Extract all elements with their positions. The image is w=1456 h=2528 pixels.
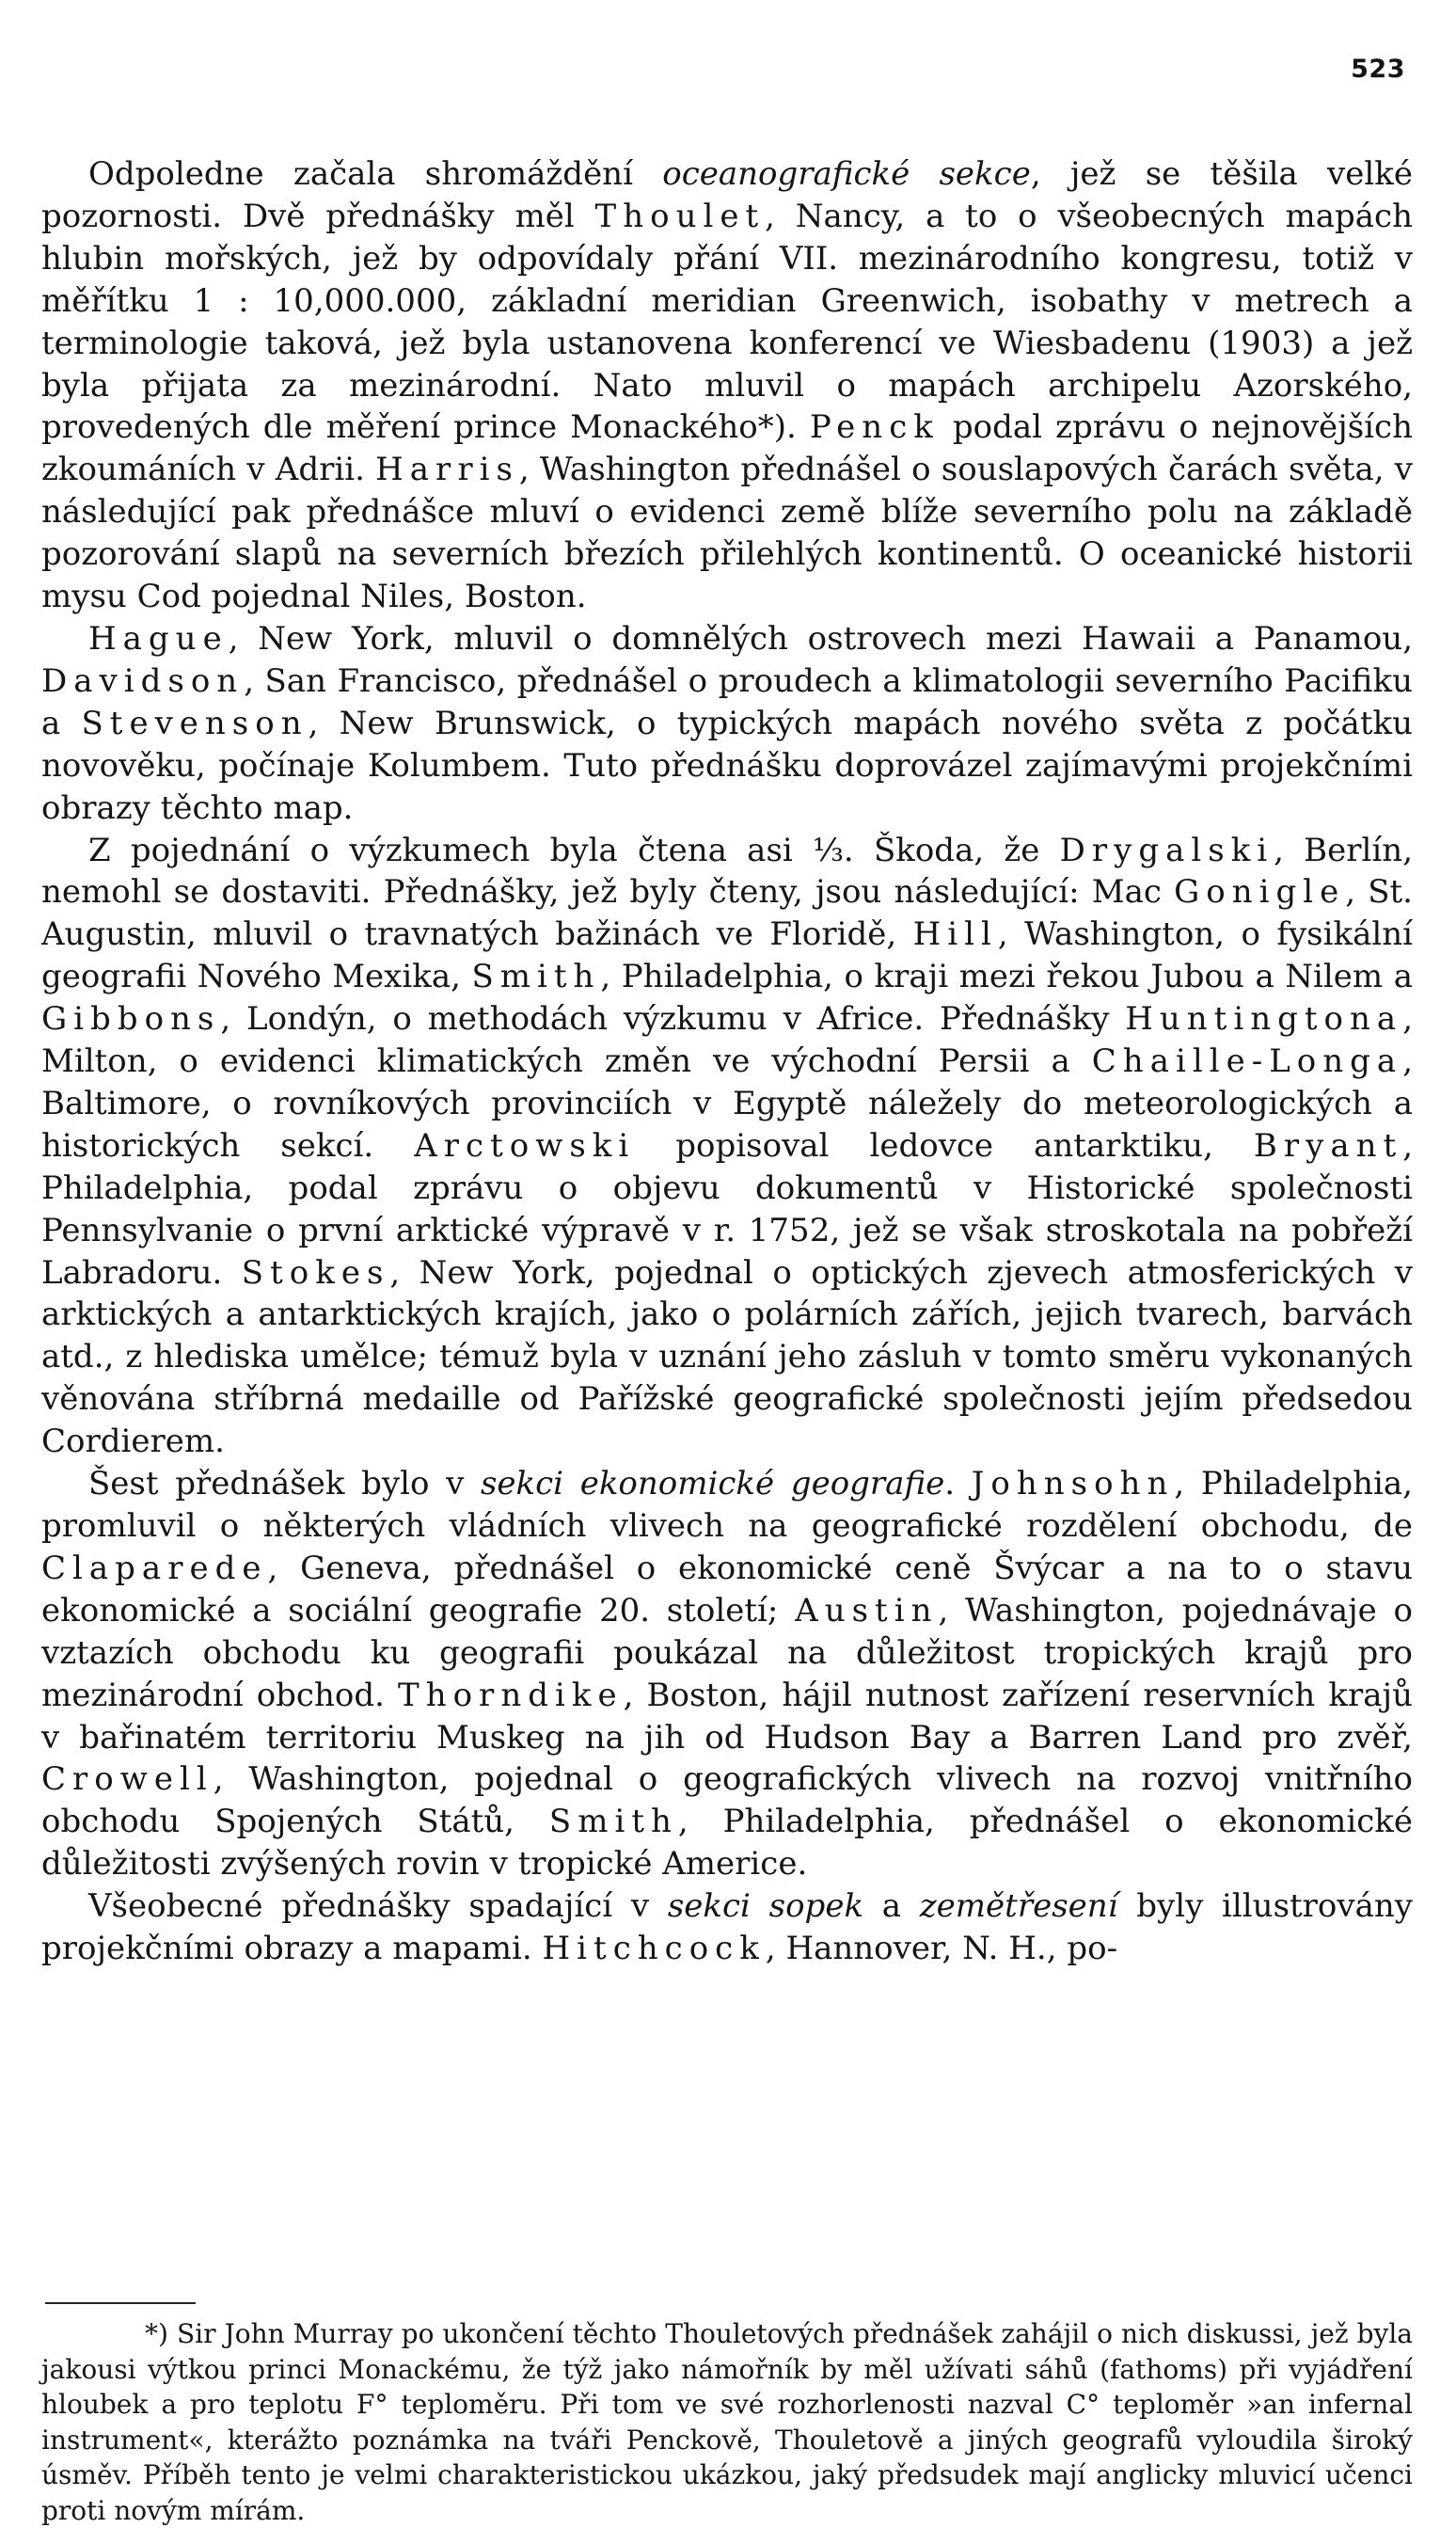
footnote-divider [45, 2302, 196, 2304]
spaced-name: Gibbons [41, 1000, 221, 1039]
text-run: , Washington, o fysikální geografii Nového Mexika, [41, 915, 1413, 996]
text-run: , Berlín, nemohl se dostaviti. Přednášky, jež byly čteny, jsou následující: Mac [41, 831, 1413, 912]
text-run: , Philadelphia, přednášel o ekonomické důležitosti zvýšených rovin v tropické Americe. [41, 1803, 1413, 1884]
paragraph [41, 1463, 1413, 1885]
paragraph [41, 1885, 1413, 1970]
italic-term: oceanografické sekce [662, 155, 1031, 193]
text-run: . [944, 1465, 972, 1503]
text-run: popisoval ledovce antarktiku, [635, 1126, 1254, 1165]
spaced-name: Davidson [41, 661, 245, 700]
text-run: a [863, 1887, 920, 1926]
text-run: Všeobecné přednášky spadající v [88, 1887, 668, 1926]
spaced-name: Johnsohn [971, 1465, 1175, 1503]
spaced-name: Huntingtona [1125, 1000, 1403, 1039]
spaced-name: Bryant [1253, 1126, 1403, 1165]
italic-term: sekci sopek [667, 1887, 864, 1926]
text-run: byly illustrovány projekčními obrazy a mapami. [41, 1887, 1413, 1968]
text-run: , New York, mluvil o domnělých ostrovech mezi Hawaii a Panamou, [228, 619, 1413, 658]
text-run: , Londýn, o methodách výzkumu v Africe. Přednášky [220, 1000, 1126, 1039]
text-run: , Geneva, přednášel o ekonomické ceně Švýcar a na to o stavu ekonomické a sociální geografie 20. století; [41, 1549, 1413, 1630]
spaced-name: Crowell [41, 1760, 214, 1799]
text-run: , Philadelphia, promluvil o některých vládních vlivech na geografické rozdělení obchodu, de [41, 1465, 1413, 1545]
footnote-paragraph [41, 2316, 1413, 2528]
text-run: , jež se těšila velké pozornosti. Dvě přednášky měl [41, 155, 1413, 235]
text-run: , Milton, o evidenci klimatických změn ve východní Persii a [41, 1000, 1413, 1081]
spaced-name: Claparede [41, 1549, 268, 1587]
text-run: Odpoledne začala shromáždění [88, 155, 663, 193]
page-number: 523 [1351, 55, 1405, 84]
spaced-name: Stokes [241, 1253, 390, 1292]
text-run: , Philadelphia, podal zprávu o objevu dokumentů v Historické společnosti Pennsylvanie o první arktické výpravě v r. 1752, jež se však stroskotala na pobřeží Labradoru. [41, 1126, 1413, 1292]
spaced-name: Hague [88, 619, 229, 658]
text-run: , Philadelphia, o kraji mezi řekou Jubou a Nilem a [600, 958, 1413, 996]
spaced-name: Thoulet [594, 197, 766, 235]
spaced-name: Penck [809, 408, 940, 447]
text-run: Šest přednášek bylo v [88, 1465, 481, 1503]
spaced-name: Stevenson [81, 704, 309, 742]
text-run: , St. Augustin, mluvil o travnatých bažinách ve Floridě, [41, 873, 1413, 954]
spaced-name: Arctowski [414, 1126, 636, 1165]
spaced-name: Smith [471, 958, 601, 996]
text-run: , Washington, pojednal o geografických vlivech na rozvoj vnitřního obchodu Spojených Států, [41, 1760, 1413, 1841]
text-run: , Washington, pojednávaje o vztazích obchodu ku geografii poukázal na důležitost tropických krajů pro mezinárodní obchod. [41, 1591, 1414, 1714]
main-text [41, 153, 1413, 1970]
italic-term: zemětřesení [919, 1887, 1118, 1926]
text-run: , New York, pojednal o optických zjevech atmosferických v arktických a antarktických krajích, jako o polárních zářích, jejich tvarech, barvách atd., z hlediska umělce; témuž byla v uznání jeho zásluh v tomto směru vykonaných věnována stříbrná medaille od Pařížské geografické společnosti jejím předsedou Cordierem. [41, 1253, 1413, 1461]
text-run: , New Brunswick, o typických mapách nového světa z počátku novověku, počínaje Kolumbem. Tuto přednášku doprovázel zajímavými projekčními obrazy těchto map. [41, 704, 1413, 827]
text-run: , Washington přednášel o souslapových čarách světa, v následující pak přednášce mluví o evidenci země blíže severního polu na základě pozorování slapů na severních březích přilehlých kontinentů. O oceanické historii mysu Cod pojednal Niles, Boston. [41, 451, 1413, 616]
italic-term: sekci ekonomické geografie [480, 1465, 945, 1503]
text-run: , Baltimore, o rovníkových provinciích v Egyptě náležely do meteorologických a historických sekcí. [41, 1042, 1413, 1165]
spaced-name: Austin [795, 1591, 939, 1630]
spaced-name: Hill [912, 915, 998, 954]
text-run: , San Francisco, přednášel o proudech a klimatologii severního Pacifiku a [41, 661, 1413, 742]
text-run: , Nancy, a to o všeobecných mapách hlubin mořských, jež by odpovídaly přání VII. mezinárodního kongresu, totiž v měřítku 1 : 10,000.000, základní meridian Greenwich, isobathy v metrech a terminologie taková, jež byla ustanovena konferencí ve Wiesbadenu (1903) a jež byla přijata za mezinárodní. Nato mluvil o mapách archipelu Azorského, provedených dle měření prince Monackého*). [41, 197, 1413, 447]
text-run: Z pojednání o výzkumech byla čtena asi ⅓. Škoda, že [88, 831, 1060, 869]
spaced-name: Smith [548, 1803, 678, 1841]
text-run: *) Sir John Murray po ukončení těchto Thouletových přednášek zahájil o nich diskussi, jež byla jakousi výtkou princi Monackému, že týž jako námořník by měl užívati sáhů (fathoms) při vyjádření hloubek a pro teplotu F° teploměru. Při tom ve své rozhorlenosti nazval C° teploměr »an infernal instrument«, kterážto poznámka na tváři Penckově, Thouletově a jiných geografů vyloudila široký úsměv. Příběh tento je velmi charakteristickou ukázkou, jaký předsudek mají anglicky mluvicí učenci proti novým mírám. [41, 2318, 1413, 2526]
paragraph [41, 153, 1413, 618]
footnote [41, 2316, 1413, 2528]
spaced-name: Gonigle [1174, 873, 1346, 912]
spaced-name: Chaille-Longa [1091, 1042, 1403, 1081]
text-run: , Boston, hájil nutnost zařízení reservních krajů v bařinatém territoriu Muskeg na jih od Hudson Bay a Barren Land pro zvěř, [41, 1676, 1413, 1757]
text-run: podal zprávu o nejnovějších zkoumáních v Adrii. [41, 408, 1413, 489]
paragraph [41, 618, 1413, 830]
text-run: , Hannover, N. H., po- [765, 1930, 1118, 1968]
spaced-name: Hitchcock [542, 1930, 766, 1968]
paragraph [41, 830, 1413, 1464]
spaced-name: Thorndike [398, 1676, 624, 1714]
spaced-name: Harris [375, 451, 519, 489]
spaced-name: Drygalski [1059, 831, 1274, 869]
